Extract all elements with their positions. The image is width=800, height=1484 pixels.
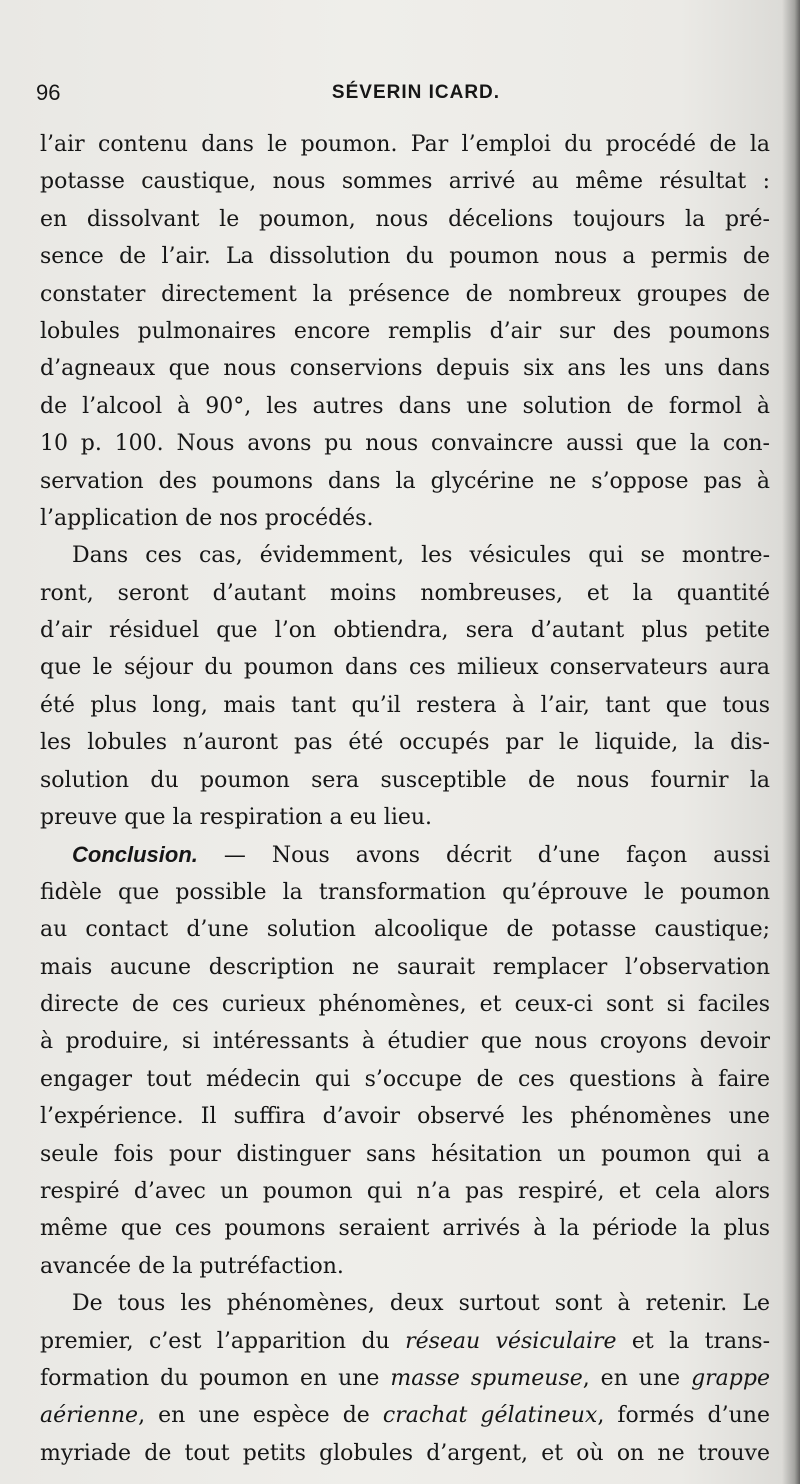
text-run: premier, c’est l’apparition du <box>40 1328 406 1354</box>
page-gutter-shadow <box>782 0 800 1484</box>
text-line: preuve que la respiration a eu lieu. <box>40 805 433 831</box>
text-line: solution du poumon sera susceptible de nous fournir la <box>40 767 770 793</box>
text-line: même que ces poumons seraient arrivés à la période la plus <box>40 1216 770 1242</box>
text-line <box>40 1360 770 1397</box>
text-line: Dans ces cas, évidemment, les vésicules qui se montre- <box>72 543 770 569</box>
text-line: sence de l’air. La dissolution du poumon nous a permis de <box>40 244 770 270</box>
text-line: ront, seront d’autant moins nombreuses, et la quantité <box>40 580 770 606</box>
text-line: potasse caustique, nous sommes arrivé au même résultat : <box>40 169 770 195</box>
text-run: , en une <box>582 1365 692 1391</box>
text-line <box>40 1397 770 1434</box>
italic-term: crachat gélatineux <box>382 1403 598 1429</box>
italic-term: réseau vésiculaire <box>405 1328 617 1354</box>
text-run: , formés d’une <box>597 1403 770 1429</box>
text-line: d’agneaux que nous conservions depuis six ans les uns dans <box>40 356 770 382</box>
text-line: l’application de nos procédés. <box>40 505 374 531</box>
text-line: au contact d’une solution alcoolique de potasse caustique; <box>40 917 770 943</box>
text-line: respiré d’avec un poumon qui n’a pas respiré, et cela alors <box>40 1178 770 1204</box>
italic-term: aérienne <box>40 1403 139 1429</box>
conclusion-heading: Conclusion. <box>72 842 198 868</box>
text-line: de l’alcool à 90°, les autres dans une solution de formol à <box>40 393 770 419</box>
running-title: SÉVERIN ICARD. <box>331 82 501 103</box>
text-line: 10 p. 100. Nous avons pu nous convaincre aussi que la con- <box>40 431 770 457</box>
italic-term: grappe <box>691 1365 770 1391</box>
text-line: myriade de tout petits globules d’argent, et où on ne trouve <box>40 1440 770 1466</box>
text-run: , en une espèce de <box>138 1403 383 1429</box>
text-line: constater directement la présence de nombreux groupes de <box>40 281 770 307</box>
text-line: mais aucune description ne saurait remplacer l’observation <box>40 954 770 980</box>
text-line <box>40 1323 770 1360</box>
page-number: 96 <box>36 80 61 105</box>
text-line <box>40 836 770 873</box>
text-line: engager tout médecin qui s’occupe de ces questions à faire <box>40 1066 770 1092</box>
body-text <box>40 126 770 1472</box>
text-line: servation des poumons dans la glycérine ne s’oppose pas à <box>40 468 770 494</box>
text-line: De tous les phénomènes, deux surtout sont à retenir. Le <box>72 1291 770 1317</box>
text-line: seule fois pour distinguer sans hésitation un poumon qui a <box>40 1141 770 1167</box>
text-line: d’air résiduel que l’on obtiendra, sera d’autant plus petite <box>40 618 770 644</box>
text-line: les lobules n’auront pas été occupés par le liquide, la dis- <box>40 730 770 756</box>
text-line: à produire, si intéressants à étudier que nous croyons devoir <box>40 1029 770 1055</box>
text-line: directe de ces curieux phénomènes, et ceux-ci sont si faciles <box>40 991 770 1017</box>
text-line: en dissolvant le poumon, nous décelions toujours la pré- <box>40 206 770 232</box>
text-line: fidèle que possible la transformation qu’éprouve le poumon <box>40 879 770 905</box>
text-line: avancée de la putréfaction. <box>40 1253 344 1279</box>
italic-term: masse spumeuse <box>390 1365 583 1391</box>
text-line: lobules pulmonaires encore remplis d’air sur des poumons <box>40 318 770 344</box>
text-line: l’expérience. Il suffira d’avoir observé les phénomènes une <box>40 1104 770 1130</box>
text-run: et la trans- <box>616 1328 771 1354</box>
text-line: été plus long, mais tant qu’il restera à l’air, tant que tous <box>40 692 770 718</box>
text-run: formation du poumon en une <box>40 1365 391 1391</box>
page-header <box>36 80 766 114</box>
text-line: l’air contenu dans le poumon. Par l’emploi du procédé de la <box>40 132 770 157</box>
text-line: que le séjour du poumon dans ces milieux conservateurs aura <box>40 655 770 681</box>
text-run: — Nous avons décrit d’une façon aussi <box>197 843 770 869</box>
